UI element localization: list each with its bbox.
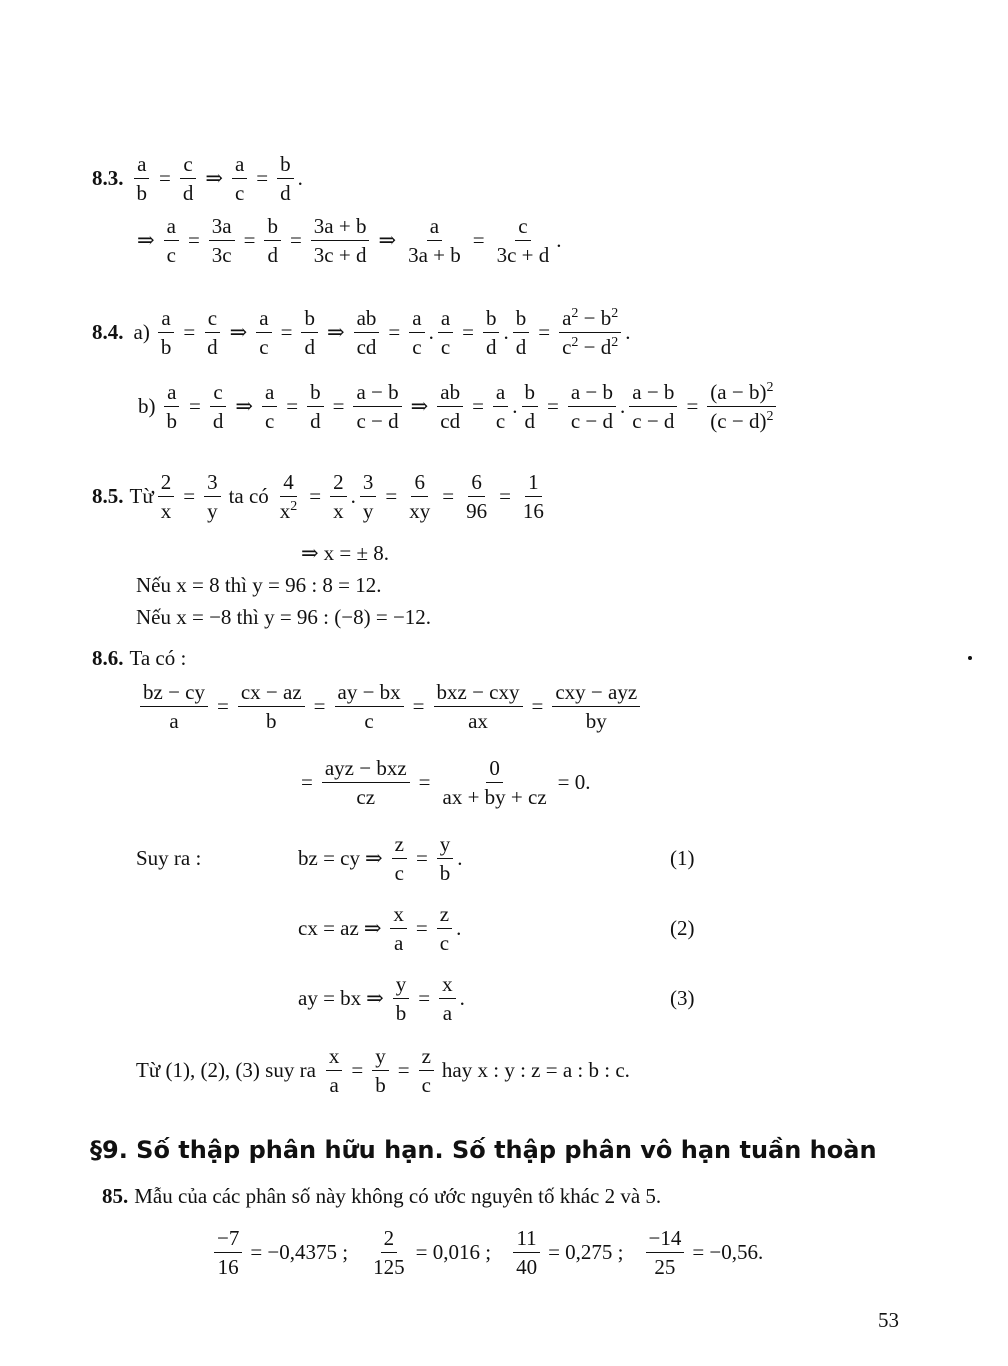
fraction: $\frac{x}{a}$ xyxy=(439,972,456,1025)
fraction: $\frac{6}{xy}$ xyxy=(409,470,431,524)
stray-dot xyxy=(968,656,972,660)
problem-label: 8.6. xyxy=(92,646,124,670)
fraction: $\frac{b}{d}$ xyxy=(301,306,318,359)
fraction: $\frac{a}{b}$ xyxy=(134,152,151,205)
fraction: $\frac{a}{c}$ xyxy=(409,306,424,359)
fraction: $\frac{11}{40}$ xyxy=(513,1226,540,1279)
fraction: $\frac{c}{d}$ xyxy=(204,306,221,359)
problem-8-4a: 8.4. a) $\frac{a}{b}$ = $\frac{c}{d}$ ⇒ $\frac{a}{c}$ = $\frac{b}{d}$ ⇒ $\frac{ab}{cd}$ = $\frac{a}{c}$ . $\frac{a}{c}$ = $\frac{b}{d}$ . $\frac{b}{d}$ = $\frac{a^2 - b^2}{c^2 - d^2}$ . xyxy=(92,306,631,360)
fraction: $\frac{a^2 - b^2}{c^2 - d^2}$ xyxy=(559,306,621,359)
problem-8-4b: b) $\frac{a}{b}$ = $\frac{c}{d}$ ⇒ $\frac{a}{c}$ = $\frac{b}{d}$ = $\frac{a - b}{c - d}$ ⇒ $\frac{ab}{cd}$ = $\frac{a}{c}$ . $\frac{b}{d}$ = $\frac{a - b}{c - d}$ . $\frac{a - b}{c - d}$ = $\frac{(a - b)^2}{(c - d)^2}$ xyxy=(134,380,780,433)
fraction: $\frac{(a - b)^2}{(c - d)^2}$ xyxy=(707,380,776,433)
fraction: $\frac{z}{c}$ xyxy=(437,902,452,955)
equation-number-1: (1) xyxy=(670,846,695,870)
problem-8-6-intro: 8.6. Ta có : xyxy=(92,646,187,670)
problem-8-5-line-3: Nếu x = 8 thì y = 96 : 8 = 12. xyxy=(136,573,382,597)
problem-8-6-row-2: = $\frac{\text{ayz − bxz}}{cz}$ = $\frac{0}{ax + by + cz}$ = 0. xyxy=(301,756,591,810)
equation-1: bz = cy ⇒ $\frac{z}{c}$ = $\frac{y}{b}$ . xyxy=(298,832,463,886)
fraction: $\frac{\text{cxy − ayz}}{by}$ xyxy=(552,680,640,733)
fraction: $\frac{c}{d}$ xyxy=(210,380,227,433)
problem-label: 8.4. xyxy=(92,320,124,345)
equation-number-3: (3) xyxy=(670,986,695,1010)
problem-8-6-row-1: $\frac{bz - cy}{a}$ = $\frac{cx - az}{b}$ = $\frac{ay - bx}{c}$ = $\frac{\text{bxz − cxy}}{ax}$ = $\frac{\text{cxy − ayz}}{by}$ xyxy=(136,680,644,733)
problem-8-5-line-2: ⇒ x = ± 8. xyxy=(301,541,389,565)
problem-85-text: 85. Mẫu của các phân số này không có ước nguyên tố khác 2 và 5. xyxy=(102,1184,662,1208)
fraction: $\frac{6}{96}$ xyxy=(466,470,488,524)
problem-8-5-line-1: 8.5. Từ $\frac{2}{x}$ = $\frac{3}{y}$ ta có $\frac{4}{x^2}$ = $\frac{2}{x}$ . $\frac{3}{y}$ = $\frac{6}{xy}$ = $\frac{6}{96}$ = $\frac{1}{16}$ xyxy=(92,470,551,523)
fraction: $\frac{z}{c}$ xyxy=(392,832,407,885)
fraction: $\frac{a - b}{c - d}$ xyxy=(629,380,677,433)
fraction: $\frac{c}{3c + d}$ xyxy=(496,214,550,268)
fraction: $\frac{ab}{cd}$ xyxy=(437,380,463,433)
fraction: $\frac{b}{d}$ xyxy=(277,152,294,205)
fraction: $\frac{a}{b}$ xyxy=(164,380,181,433)
fraction: $\frac{3}{y}$ xyxy=(360,470,377,523)
fraction: $\frac{b}{d}$ xyxy=(307,380,324,433)
equation-number-2: (2) xyxy=(670,916,695,940)
fraction: $\frac{a - b}{c - d}$ xyxy=(568,380,616,433)
fraction: $\frac{a}{c}$ xyxy=(164,214,179,267)
fraction: $\frac{3a + b}{3c + d}$ xyxy=(311,214,370,267)
fraction: $\frac{a}{c}$ xyxy=(493,380,508,433)
problem-8-3-line-1: 8.3. $\frac{a}{b}$ = $\frac{c}{d}$ ⇒ $\frac{a}{c}$ = $\frac{b}{d}$ . xyxy=(92,152,303,206)
problem-8-5-line-4: Nếu x = −8 thì y = 96 : (−8) = −12. xyxy=(136,605,432,629)
fraction: $\frac{a}{c}$ xyxy=(232,152,247,205)
fraction: $\frac{ay - bx}{c}$ xyxy=(335,680,404,733)
fraction: $\frac{a}{3a + b}$ xyxy=(408,214,461,268)
fraction: $\frac{b}{d}$ xyxy=(522,380,539,433)
fraction: $\frac{a}{c}$ xyxy=(262,380,277,433)
fraction: $\frac{a - b}{c - d}$ xyxy=(353,380,401,433)
equation-2: cx = az ⇒ $\frac{x}{a}$ = $\frac{z}{c}$ . xyxy=(298,902,462,956)
fraction: $\frac{0}{ax + by + cz}$ xyxy=(442,756,547,810)
problem-label: 8.5. xyxy=(92,484,124,509)
fraction: $\frac{b}{d}$ xyxy=(264,214,281,267)
fraction: $\frac{c}{d}$ xyxy=(180,152,197,205)
fraction: $\frac{z}{c}$ xyxy=(419,1044,434,1097)
page-number: 53 xyxy=(878,1308,899,1332)
fraction: $\frac{\text{bxz − cxy}}{ax}$ xyxy=(434,680,523,733)
problem-8-6-conclusion: Từ (1), (2), (3) suy ra $\frac{x}{a}$ = $\frac{y}{b}$ = $\frac{z}{c}$ hay x : y : z = a : b : c. xyxy=(136,1044,630,1098)
fraction: $\frac{\text{ayz − bxz}}{cz}$ xyxy=(322,756,410,809)
problem-8-3-line-2: ⇒ $\frac{a}{c}$ = $\frac{3a}{3c}$ = $\frac{b}{d}$ = $\frac{3a + b}{3c + d}$ ⇒ $\frac{a}{3a + b}$ = $\frac{c}{3c + d}$ . xyxy=(137,214,562,268)
fraction: $\frac{a}{b}$ xyxy=(158,306,175,359)
fraction: $\frac{3}{y}$ xyxy=(204,470,221,523)
fraction: $\frac{ab}{cd}$ xyxy=(354,306,380,359)
fraction: $\frac{3a}{3c}$ xyxy=(209,214,235,267)
fraction: $\frac{2}{125}$ xyxy=(373,1226,405,1280)
problem-85-results: $\frac{-7}{16}$ = −0,4375 ; $\frac{2}{125}$ = 0,016 ; $\frac{11}{40}$ = 0,275 ; $\frac{-14}{25}$ = −0,56. xyxy=(210,1226,767,1279)
fraction: $\frac{x}{a}$ xyxy=(390,902,407,955)
fraction: $\frac{-14}{25}$ xyxy=(646,1226,685,1279)
fraction: $\frac{a}{c}$ xyxy=(438,306,453,359)
section-heading: §9. Số thập phân hữu hạn. Số thập phân vô hạn tuần hoàn xyxy=(90,1136,877,1164)
equation-3: ay = bx ⇒ $\frac{y}{b}$ = $\frac{x}{a}$ . xyxy=(298,972,465,1026)
suy-ra-label: Suy ra : xyxy=(136,846,202,870)
problem-label: 85. xyxy=(102,1184,129,1208)
fraction: $\frac{1}{16}$ xyxy=(522,470,544,524)
fraction: $\frac{y}{b}$ xyxy=(393,972,410,1025)
fraction: $\frac{y}{b}$ xyxy=(372,1044,389,1097)
fraction: $\frac{2}{x}$ xyxy=(158,470,175,523)
fraction: $\frac{b}{d}$ xyxy=(483,306,500,359)
fraction: $\frac{x}{a}$ xyxy=(326,1044,343,1097)
problem-label: 8.3. xyxy=(92,166,124,191)
fraction: $\frac{bz - cy}{a}$ xyxy=(140,680,208,733)
fraction: $\frac{4}{x^2}$ xyxy=(279,470,298,524)
fraction: $\frac{-7}{16}$ xyxy=(214,1226,242,1279)
fraction: $\frac{y}{b}$ xyxy=(437,832,454,885)
fraction: $\frac{cx - az}{b}$ xyxy=(238,680,305,733)
fraction: $\frac{b}{d}$ xyxy=(513,306,530,359)
fraction: $\frac{a}{c}$ xyxy=(256,306,271,359)
fraction: $\frac{2}{x}$ xyxy=(330,470,347,523)
